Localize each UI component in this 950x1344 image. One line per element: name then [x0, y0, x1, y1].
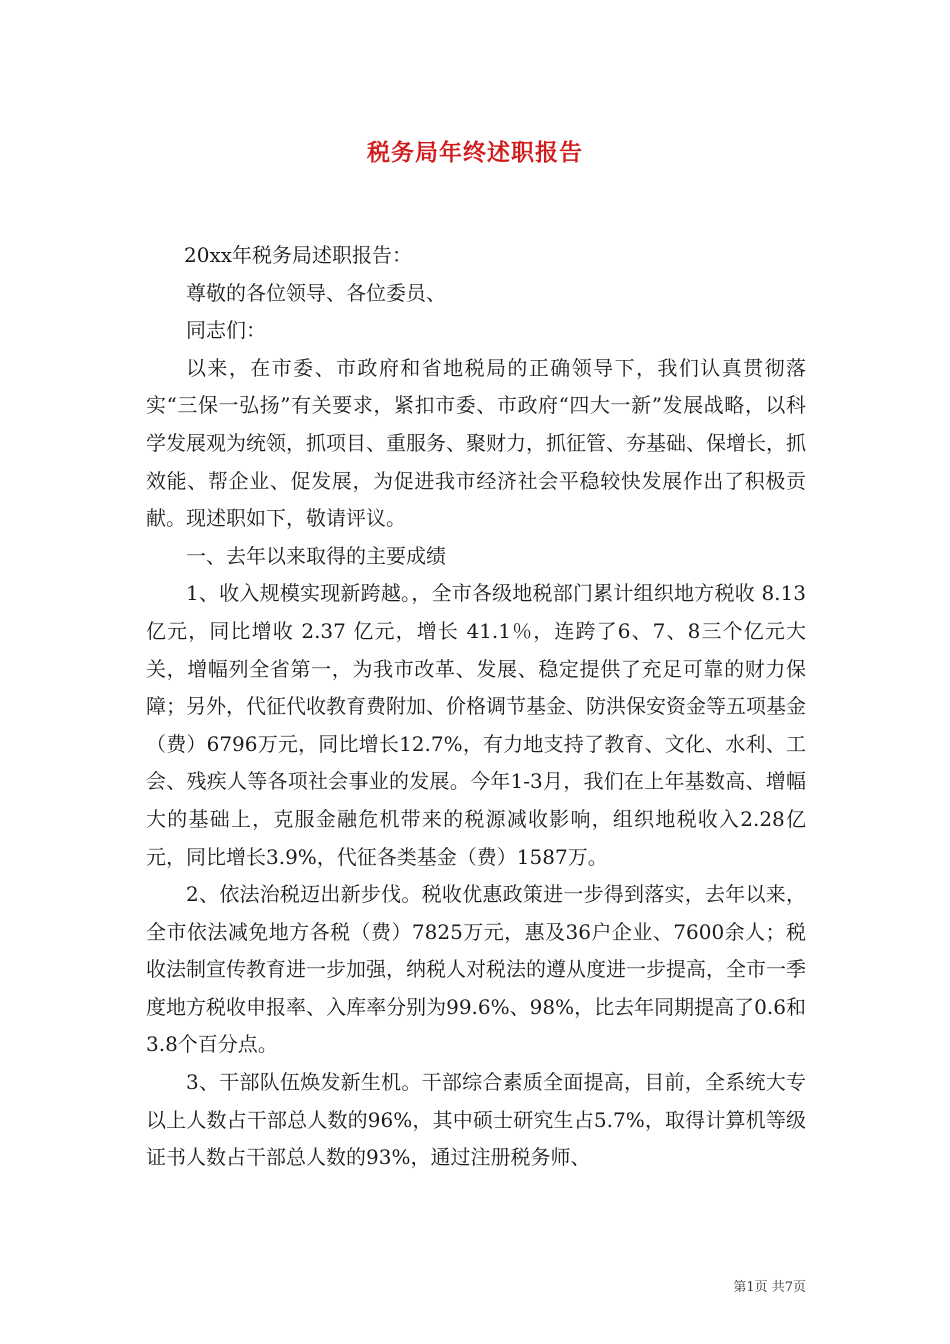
report-heading: 20xx年税务局述职报告：	[184, 243, 413, 267]
page-footer: 第1页 共7页	[733, 1280, 806, 1295]
achievement-paragraph-1: 1、收入规模实现新跨越。，全市各级地税部门累计组织地方税收 8.13 亿元，同比增收 2.37 亿元，增长 41.1％，连跨了6、7、8三个亿元大关，增幅列全省第一，为我市改革、发展、稳定提供了充足可靠的财力保障；另外，代征代收教育费附加、价格调节基金、防洪保安资金等五项基金（费）6796万元，同比增长12.7%，有力地支持了教育、文化、水利、工会、残疾人等各项社会事业的发展。今年1-3月，我们在上年基数高、增幅大的基础上，克服金融危机带来的税源减收影响，组织地税收入2.28亿元，同比增长3.9%，代征各类基金（费）1587万。	[146, 581, 806, 869]
achievement-paragraph-2: 2、依法治税迈出新步伐。税收优惠政策进一步得到落实，去年以来，全市依法减免地方各税（费）7825万元，惠及36户企业、7600余人；税收法制宣传教育进一步加强，纳税人对税法的遵从度进一步提高，全市一季度地方税收申报率、入库率分别为99.6%、98%，比去年同期提高了0.6和3.8个百分点。	[146, 882, 806, 1057]
salutation: 尊敬的各位领导、各位委员、	[186, 280, 446, 305]
document-body	[146, 237, 806, 1177]
salutation-comrades: 同志们：	[186, 318, 266, 343]
achievement-paragraph-3: 3、干部队伍焕发新生机。干部综合素质全面提高，目前，全系统大专以上人数占干部总人数的96%，其中硕士研究生占5.7%，取得计算机等级证书人数占干部总人数的93%，通过注册税务师、	[146, 1070, 806, 1170]
document-title: 税务局年终述职报告	[367, 139, 583, 166]
intro-paragraph: 以来，在市委、市政府和省地税局的正确领导下，我们认真贯彻落实“三保一弘扬”有关要求，紧扣市委、市政府“四大一新”发展战略，以科学发展观为统领，抓项目、重服务、聚财力，抓征管、夯基础、保增长，抓效能、帮企业、促发展，为促进我市经济社会平稳较快发展作出了积极贡献。现述职如下，敬请评议。	[146, 355, 806, 531]
section-heading: 一、去年以来取得的主要成绩	[186, 543, 446, 568]
